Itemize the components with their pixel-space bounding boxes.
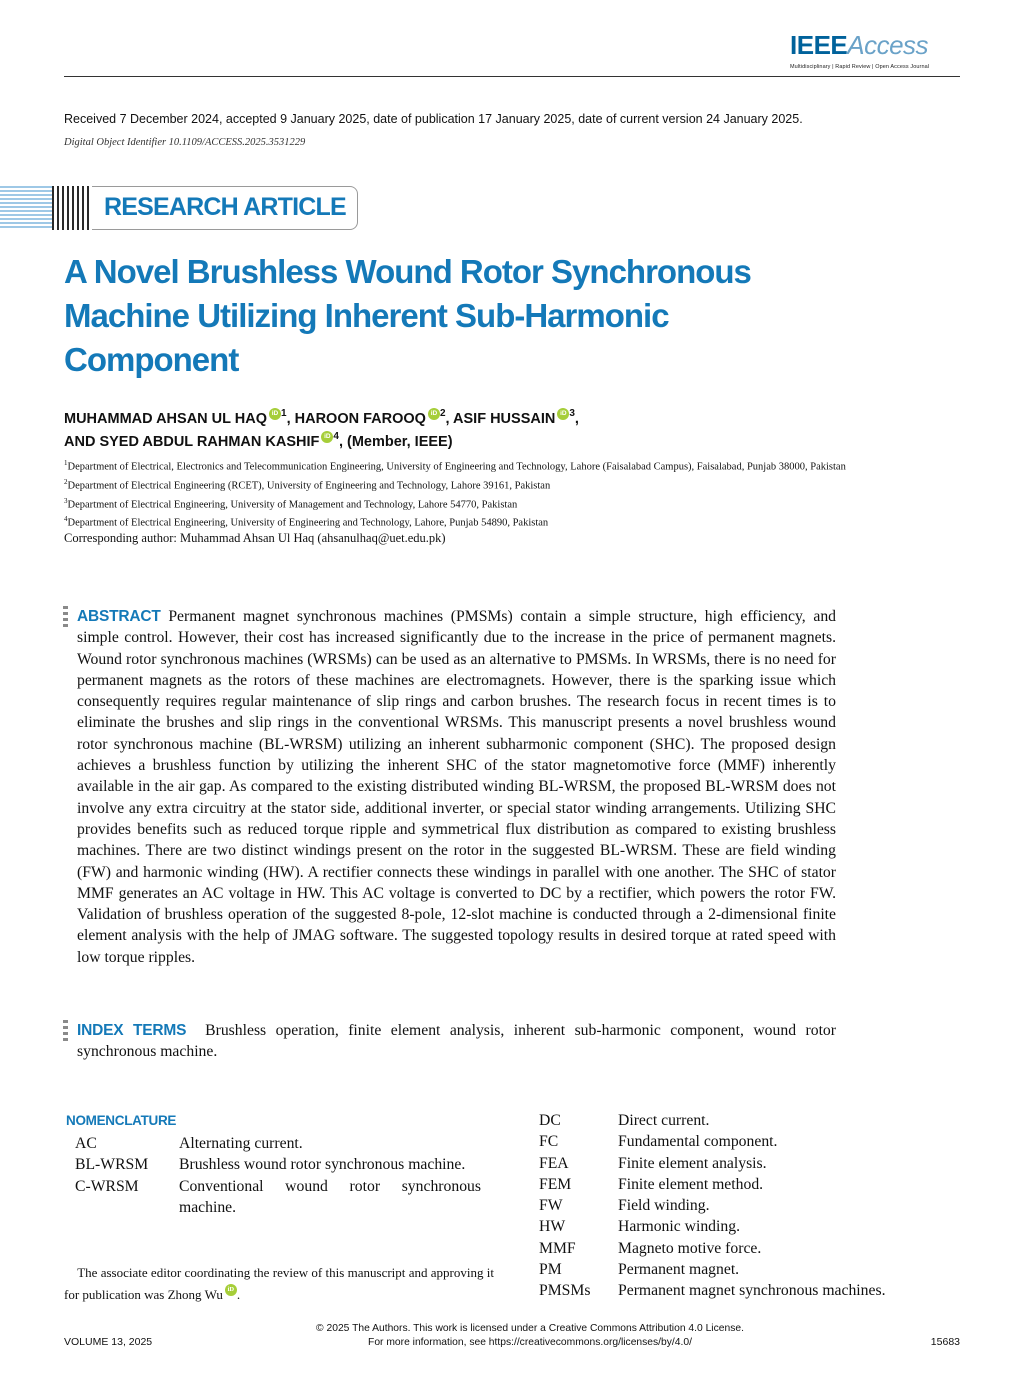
nomenclature-definition: Alternating current. — [179, 1135, 303, 1152]
nomenclature-row — [539, 1131, 939, 1152]
banner-stripes — [0, 186, 56, 230]
nomenclature-term: BL-WRSM — [75, 1156, 149, 1174]
nomenclature-term: HW — [539, 1218, 566, 1236]
journal-brand — [790, 30, 960, 72]
doi: Digital Object Identifier 10.1109/ACCESS.2025.3531229 — [64, 137, 306, 148]
author-affil-number: 2 — [439, 408, 446, 419]
orcid-icon[interactable]: iD — [557, 408, 569, 420]
nomenclature-row — [539, 1216, 939, 1237]
author-name: MUHAMMAD AHSAN UL HAQ — [64, 411, 267, 427]
index-terms-label: INDEX TERMS — [77, 1022, 187, 1039]
nomenclature-definition: Conventional wound rotor synchronous machine. — [179, 1177, 481, 1216]
nomenclature-term: PM — [539, 1261, 562, 1279]
nomenclature-right-column — [539, 1110, 939, 1302]
author-membership: , (Member, IEEE) — [338, 434, 453, 450]
abstract — [77, 606, 836, 968]
nomenclature-row — [539, 1280, 939, 1301]
orcid-icon[interactable]: iD — [428, 408, 440, 420]
author-name: AND SYED ABDUL RAHMAN KASHIF — [64, 434, 320, 450]
nomenclature-term: MMF — [539, 1239, 576, 1257]
license-link[interactable]: For more information, see https://creativecommons.org/licenses/by/4.0/ — [368, 1337, 692, 1348]
abstract-text: Permanent magnet synchronous machines (PMSMs) contain a simple structure, high efficiency, and simple control. However, their cost has increased significantly due to the increase in the price of permanent magnets. Wound rotor synchronous machines (WRSMs) can be used as an alternative to PMSMs. In WRSMs, there is no need for permanent magnets as the rotors of these machines are electromagnets. However, there is the sparking issue which consequently requires regular maintenance of slip rings and carbon brushes. The research focus in recent times is to eliminate the brushes and slip rings in the conventional WRSMs. This manuscript presents a novel brushless wound rotor synchronous machine (BL-WRSM) utilizing an inherent subharmonic component (SHC). The proposed design achieves a brushless function by utilizing the inherent SHC of the stator magnetomotive force (MMF) inherently available in the air gap. As compared to the existing distributed winding BL-WRSM, the proposed BL-WRSM does not involve any extra circuitry at the stator side, additional inverter, or special stator winding arrangements. Utilizing SHC provides benefits such as reduced torque ripple and symmetrical flux distribution as compared to existing brushless machines. There are two distinct windings present on the rotor in the suggested BL-WRSM. These are field winding (FW) and harmonic winding (HW). A rectifier connects these windings in parallel with one another. The SHC of stator MMF generates an AC voltage in HW. This AC voltage is converted to DC by a rectifier, which powers the rotor FW. Validation of brushless operation of the suggested 8-pole, 12-slot machine is conducted through a 2-dimensional finite element analysis with the help of JMAG software. The suggested topology results in desired torque at rated speed with low torque ripples. — [77, 608, 837, 966]
nomenclature-term: C-WRSM — [75, 1177, 139, 1195]
nomenclature-row — [539, 1110, 939, 1131]
nomenclature-term: FW — [539, 1197, 563, 1215]
index-terms-text: Brushless operation, finite element analysis, inherent sub-harmonic component, wound rotor synchronous machine. — [77, 1022, 836, 1061]
nomenclature-row — [539, 1153, 939, 1174]
nomenclature-term: FEM — [539, 1175, 572, 1193]
index-terms — [77, 1020, 836, 1063]
nomenclature-definition: Harmonic winding. — [618, 1218, 740, 1236]
author-affil-number: 4 — [333, 431, 339, 442]
nomenclature-row — [539, 1259, 939, 1280]
abstract-marker — [63, 606, 68, 627]
volume-label: VOLUME 13, 2025 — [64, 1336, 153, 1348]
received-dates: Received 7 December 2024, accepted 9 January 2025, date of publication 17 January 2025, date of current version 24 January 2025. — [64, 112, 803, 126]
nomenclature-definition: Permanent magnet. — [618, 1261, 740, 1279]
nomenclature-definition: Magneto motive force. — [618, 1239, 762, 1257]
abstract-label: ABSTRACT — [77, 608, 161, 625]
nomenclature-row — [539, 1195, 939, 1216]
nomenclature-row — [539, 1238, 939, 1259]
page-number: 15683 — [930, 1336, 960, 1348]
nomenclature-definition: Fundamental component. — [618, 1133, 778, 1151]
orcid-icon[interactable]: iD — [269, 408, 281, 420]
author-name: HAROON FAROOQ — [294, 411, 426, 427]
author-list: MUHAMMAD AHSAN UL HAQ iD $^1$, HAROON FAROOQ iD $^2$, ASIF HUSSAIN iD $^3$, AND SYED ABDUL RAHMAN KASHIF iD $^4$, (Member, IEEE) — [64, 408, 579, 450]
nomenclature-row — [75, 1133, 481, 1154]
nomenclature-definition: Finite element analysis. — [618, 1154, 767, 1172]
nomenclature-term: FC — [539, 1133, 559, 1151]
nomenclature-definition: Finite element method. — [618, 1175, 764, 1193]
editor-note: The associate editor coordinating the review of this manuscript and approving it for publication was Zhong Wu iD . — [64, 1265, 494, 1302]
nomenclature-term: AC — [75, 1135, 97, 1152]
nomenclature-row — [75, 1154, 481, 1175]
nomenclature-left-column — [75, 1133, 481, 1218]
affiliation: $^1$Department of Electrical, Electronics and Telecommunication Engineering, University of Engineering and Technology, Lahore (Faisalabad Campus), Faisalabad, Punjab 38000, Pakistan — [64, 459, 846, 473]
article-type-label: RESEARCH ARTICLE — [104, 193, 346, 221]
nomenclature-definition: Field winding. — [618, 1197, 710, 1215]
author-affil-number: 1 — [281, 408, 287, 419]
nomenclature-term: PMSMs — [539, 1282, 591, 1300]
affiliation: $^2$Department of Electrical Engineering (RCET), University of Engineering and Technology, Lahore 39161, Pakistan — [64, 477, 551, 492]
index-terms-marker — [63, 1020, 68, 1041]
corresponding-author: Corresponding author: Muhammad Ahsan Ul Haq (ahsanulhaq@uet.edu.pk) — [64, 531, 446, 545]
nomenclature-row — [75, 1176, 481, 1219]
nomenclature-heading: NOMENCLATURE — [66, 1113, 177, 1128]
journal-logo: IEEEAccess — [790, 30, 929, 60]
nomenclature-definition: Permanent magnet synchronous machines. — [618, 1282, 886, 1300]
nomenclature-definition: Direct current. — [618, 1112, 710, 1129]
nomenclature-definition: Brushless wound rotor synchronous machine. — [179, 1156, 466, 1174]
nomenclature-row — [539, 1174, 939, 1195]
affiliation: $^3$Department of Electrical Engineering, University of Management and Technology, Lahore 54770, Pakistan — [64, 496, 518, 511]
orcid-icon[interactable]: iD — [321, 431, 333, 443]
paper-title: A Novel Brushless Wound Rotor Synchronous Machine Utilizing Inherent Sub-Harmonic Component — [64, 253, 751, 378]
author-affil-number: 3 — [569, 408, 575, 419]
header-divider — [64, 76, 960, 77]
orcid-icon[interactable]: iD — [225, 1284, 237, 1296]
license-notice: © 2025 The Authors. This work is licensed under a Creative Commons Attribution 4.0 License. For more information, see https://creativecommons.org/licenses/by/4.0/ — [260, 1322, 800, 1350]
journal-tagline: Multidisciplinary | Rapid Review | Open Access Journal — [790, 64, 930, 70]
nomenclature-term: FEA — [539, 1154, 569, 1172]
nomenclature-term: DC — [539, 1112, 561, 1129]
affiliations — [64, 456, 964, 531]
affiliation: $^4$Department of Electrical Engineering, University of Engineering and Technology, Lahore, Punjab 54890, Pakistan — [64, 515, 549, 529]
banner-bars — [52, 186, 92, 230]
author-name: ASIF HUSSAIN — [453, 411, 556, 427]
